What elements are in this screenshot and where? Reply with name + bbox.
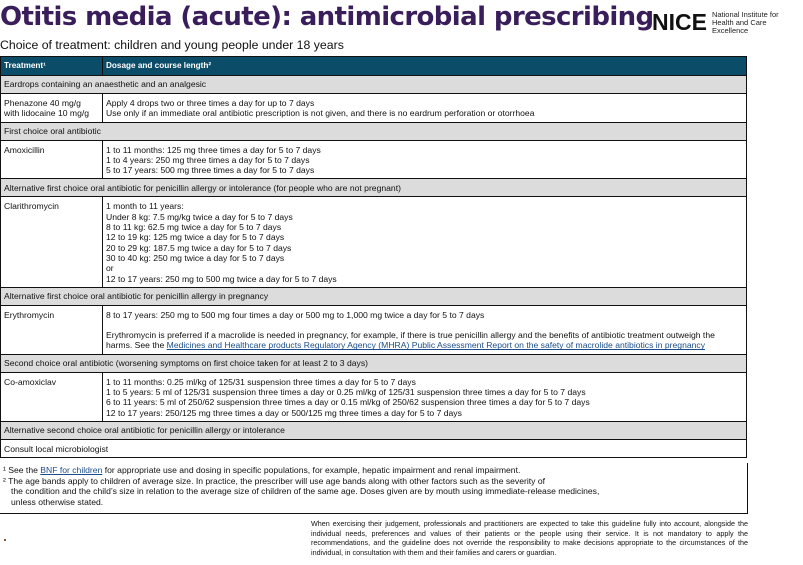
- bnf-for-children-link[interactable]: BNF for children: [40, 465, 103, 475]
- dosage-cell: 8 to 17 years: 250 mg to 500 mg four times a day or 500 mg to 1,000 mg twice a day for 5 to 7 days Erythromycin is preferred if a macrolide is needed in pregnancy, for example, if there is true penicillin allergy and the benefits of antibiotic treatment outweigh the harms. See the Medicines and Healthcare products Regulatory Agency (MHRA) Public Assessment Report on the safety of macrolide antibiotics in pregnancy: [103, 305, 747, 354]
- section-heading: Alternative first choice oral antibiotic for penicillin allergy in pregnancy: [1, 287, 747, 305]
- section-heading-row: [1, 122, 747, 140]
- table-row: [1, 439, 747, 457]
- erythromycin-note: Erythromycin is preferred if a macrolide is needed in pregnancy, for example, if there is true penicillin allergy and the benefits of antibiotic treatment outweigh the harms. See the Medicines and Healthcare products Regulatory Agency (MHRA) Public Assessment Report on the safety of macrolide antibiotics in pregnancy: [106, 330, 715, 351]
- table-row: [1, 372, 747, 421]
- section-heading-row: [1, 287, 747, 305]
- section-heading: Second choice oral antibiotic (worsening symptoms on first choice taken for at least 2 to 3 days): [1, 354, 747, 372]
- page-subtitle: Choice of treatment: children and young people under 18 years: [0, 38, 344, 52]
- treatment-cell: Clarithromycin: [1, 197, 103, 287]
- section-heading-row: [1, 354, 747, 372]
- treatment-cell: Amoxicillin: [1, 140, 103, 179]
- table-row: [1, 197, 747, 287]
- section-heading-row: [1, 421, 747, 439]
- dosage-cell: 1 to 11 months: 125 mg three times a day for 5 to 7 days 1 to 4 years: 250 mg three times a day for 5 to 7 days 5 to 17 years: 500 mg three times a day for 5 to 7 days: [103, 140, 747, 179]
- treatment-cell: Phenazone 40 mg/g with lidocaine 10 mg/g: [1, 94, 103, 123]
- stray-mark: [4, 539, 6, 541]
- nice-logo: [652, 9, 803, 36]
- table-row: [1, 94, 747, 123]
- table-header-row: [1, 57, 747, 76]
- table-row: [1, 140, 747, 179]
- mhra-report-link[interactable]: Medicines and Healthcare products Regulatory Agency (MHRA) Public Assessment Report on the safety of macrolide antibiotics in pregnancy: [166, 340, 706, 351]
- section-heading-row: [1, 76, 747, 94]
- table-row: [1, 305, 747, 354]
- page-title: Otitis media (acute): antimicrobial prescribing: [0, 2, 654, 32]
- column-header-dosage: Dosage and course length²: [103, 57, 747, 76]
- section-heading: Alternative first choice oral antibiotic for penicillin allergy or intolerance (for people who are not pregnant): [1, 179, 747, 197]
- footnote-1: ¹ See the BNF for children for appropriate use and dosing in specific populations, for example, hepatic impairment and renal impairment.: [3, 465, 521, 475]
- full-width-cell: Consult local microbiologist: [1, 439, 747, 457]
- dosage-cell: 1 to 11 months: 0.25 ml/kg of 125/31 suspension three times a day for 5 to 7 days 1 to 5 years: 5 ml of 125/31 suspension three times a day or 0.25 ml/kg of 125/31 suspension three times a day for 5 to 7 days 6 to 11 years: 5 ml of 250/62 suspension three times a day or 0.15 ml/kg of 250/62 suspension three times a day for 5 to 7 days 12 to 17 years: 250/125 mg three times a day or 500/125 mg three times a day for 5 to 7 days: [103, 372, 747, 421]
- dosage-cell: 1 month to 11 years: Under 8 kg: 7.5 mg/kg twice a day for 5 to 7 days 8 to 11 kg: 62.5 mg twice a day for 5 to 7 days 12 to 19 kg: 125 mg twice a day for 5 to 7 days 20 to 29 kg: 187.5 mg twice a day for 5 to 7 days 30 to 40 kg: 250 mg twice a day for 5 to 7 days or 12 to 17 years: 250 mg to 500 mg twice a day for 5 to 7 days: [103, 197, 747, 287]
- section-heading-row: [1, 179, 747, 197]
- section-heading: First choice oral antibiotic: [1, 122, 747, 140]
- treatment-cell: Co-amoxiclav: [1, 372, 103, 421]
- dosage-cell: Apply 4 drops two or three times a day for up to 7 days Use only if an immediate oral antibiotic prescription is not given, and there is no eardrum perforation or otorrhoea: [103, 94, 747, 123]
- nice-logo-subtitle: National Institute for Health and Care Excellence: [711, 9, 779, 35]
- footnote-2: ² The age bands apply to children of average size. In practice, the prescriber will use age bands along with other factors such as the severity of the condition and the child’s size in relation to the average size of children of the same age. Doses given are by mouth using immediate-release medicines, unless otherwise stated.: [3, 475, 600, 507]
- nice-logo-word: NICE: [652, 9, 707, 35]
- section-heading: Eardrops containing an anaesthetic and an analgesic: [1, 76, 747, 94]
- section-heading: Alternative second choice oral antibiotic for penicillin allergy or intolerance: [1, 421, 747, 439]
- column-header-treatment: Treatment¹: [1, 57, 103, 76]
- treatment-table: [0, 56, 747, 458]
- treatment-cell: Erythromycin: [1, 305, 103, 354]
- disclaimer-text: When exercising their judgement, professionals and practitioners are expected to take this guideline fully into account, alongside the individual needs, preferences and values of their patients or the people using their service. It is not mandatory to apply the recommendations, and the guideline does not override the responsibility to make decisions appropriate to the circumstances of the individual, in consultation with them and their families and carers or guardian.: [311, 519, 748, 557]
- footnotes: [0, 463, 748, 514]
